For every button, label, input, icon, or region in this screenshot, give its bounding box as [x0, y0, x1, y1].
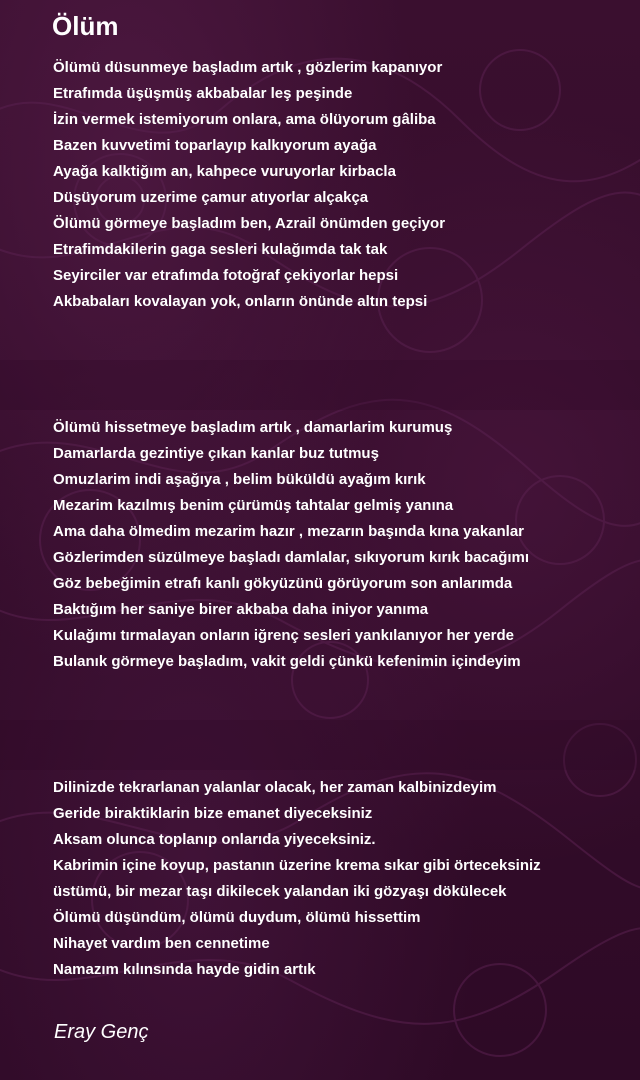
poem-line: Bazen kuvvetimi toparlayıp kalkıyorum ayağa	[53, 137, 377, 154]
poem-line: Mezarim kazılmış benim çürümüş tahtalar gelmiş yanına	[53, 497, 454, 514]
poem-author: Eray Genç	[54, 1021, 149, 1043]
poem-line: Etrafımda üşüşmüş akbabalar leş peşinde	[53, 85, 353, 102]
poem-title: Ölüm	[52, 11, 119, 41]
poem-line: Dilinizde tekrarlanan yalanlar olacak, her zaman kalbinizdeyim	[53, 779, 497, 796]
poem-line: Nihayet vardım ben cennetime	[53, 935, 270, 952]
poem-line: üstümü, bir mezar taşı dikilecek yalandan iki gözyaşı dökülecek	[53, 883, 507, 900]
poem-line: Damarlarda gezintiye çıkan kanlar buz tutmuş	[53, 445, 379, 462]
poem-line: Omuzlarim indi aşağıya , belim büküldü ayağım kırık	[53, 471, 426, 488]
poem-line: Namazım kılınsında hayde gidin artık	[53, 961, 316, 978]
poem-line: Gözlerimden süzülmeye başladı damlalar, sıkıyorum kırık bacağımı	[53, 549, 530, 566]
poem-line: Geride biraktiklarin bize emanet diyeceksiniz	[53, 805, 373, 822]
poem-line: Ölümü görmeye başladım ben, Azrail önümden geçiyor	[53, 215, 446, 232]
stanza-1	[53, 55, 633, 315]
poem-line: Ama daha ölmedim mezarim hazır , mezarın başında kına yakanlar	[53, 523, 525, 540]
poem-line: İzin vermek istemiyorum onlara, ama ölüyorum gâliba	[53, 111, 436, 128]
poem-line: Seyirciler var etrafımda fotoğraf çekiyorlar hepsi	[53, 267, 399, 284]
poem-line: Göz bebeğimin etrafı kanlı gökyüzünü görüyorum son anlarımda	[53, 575, 513, 592]
poem-line: Kulağımı tırmalayan onların iğrenç sesleri yankılanıyor her yerde	[53, 627, 515, 644]
poem-line: Kabrimin içine koyup, pastanın üzerine krema sıkar gibi örteceksiniz	[53, 857, 541, 874]
poem-line: Aksam olunca toplanıp onlarıda yiyeceksiniz.	[53, 831, 376, 848]
poem-line: Etrafimdakilerin gaga sesleri kulağımda tak tak	[53, 241, 388, 258]
poem-line: Bulanık görmeye başladım, vakit geldi çünkü kefenimin içindeyim	[53, 653, 521, 670]
stanza-3	[53, 775, 633, 983]
poem-line: Ölümü düsunmeye başladım artık , gözlerim kapanıyor	[53, 59, 443, 76]
poem-line: Ölümü düşündüm, ölümü duydum, ölümü hissettim	[53, 909, 421, 926]
poem-line: Düşüyorum uzerime çamur atıyorlar alçakça	[53, 189, 369, 206]
stanza-2	[53, 415, 633, 675]
poem-line: Baktığım her saniye birer akbaba daha iniyor yanıma	[53, 601, 429, 618]
poem-line: Akbabaları kovalayan yok, onların önünde altın tepsi	[53, 293, 428, 310]
poem-line: Ölümü hissetmeye başladım artık , damarlarim kurumuş	[53, 419, 453, 436]
poem-line: Ayağa kalktiğım an, kahpece vuruyorlar kirbacla	[53, 163, 396, 180]
